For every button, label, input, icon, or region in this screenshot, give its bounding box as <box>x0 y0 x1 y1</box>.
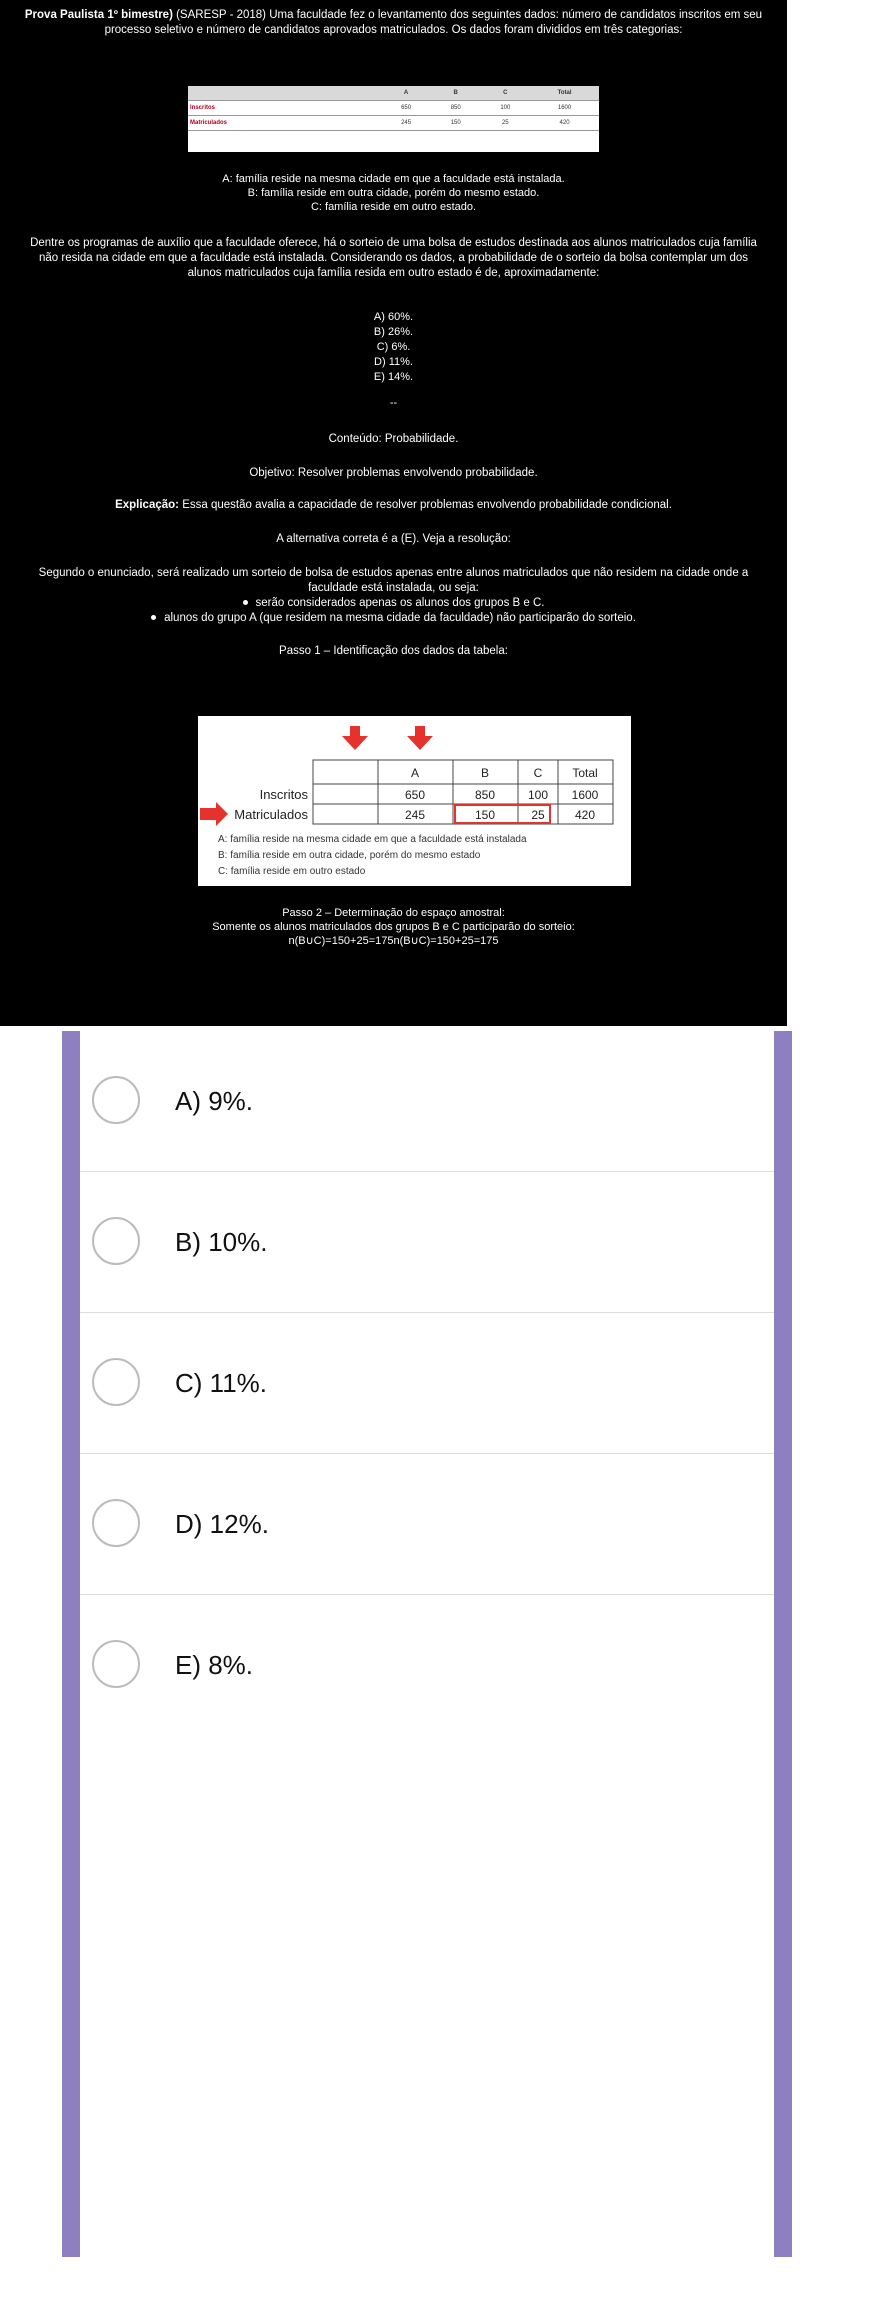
table-header: Total <box>572 766 598 780</box>
answer-label: D) 12%. <box>175 1509 269 1539</box>
table-cell: 1600 <box>571 788 599 802</box>
answer-options <box>62 1031 792 2257</box>
legend-b: B: família reside em outra cidade, porém do mesmo estado <box>218 850 481 861</box>
table-header: C <box>533 766 543 780</box>
legend-a: A: família reside na mesma cidade em que a faculdade está instalada. <box>222 173 565 185</box>
table-header: B <box>480 766 490 780</box>
q1-option-d: D) 11%. <box>374 356 413 368</box>
question1-body: Dentre os programas de auxílio que a faculdade oferece, há o sorteio de uma bolsa de estudos destinada aos alunos matriculados cuja família não resida na cidade em que a faculdade está instalada. Considerando os dados, a probabilidade de o sorteio da bolsa contemplar um dos alunos matriculados cuja família resida em outro estado é de, aproximadamente: <box>30 237 757 279</box>
row-label: Matriculados <box>188 116 381 131</box>
table-cell: 650 <box>381 101 431 116</box>
bullet-icon <box>151 615 156 620</box>
radio-button[interactable] <box>92 1499 140 1547</box>
answer-label: C) 11%. <box>175 1368 267 1398</box>
bullet-item: alunos do grupo A (que residem na mesma cidade da faculdade) não participarão do sorteio. <box>24 611 763 626</box>
table-cell: 850 <box>431 101 481 116</box>
bullet-icon <box>243 600 248 605</box>
table-cell: 1600 <box>530 101 599 116</box>
answer-label: A) 9%. <box>175 1086 254 1116</box>
bullet-item: serão considerados apenas os alunos dos grupos B e C. <box>24 596 763 611</box>
table-cell: 25 <box>531 808 545 822</box>
table-header: B <box>431 86 481 101</box>
row-label: Matriculados <box>234 807 308 822</box>
step2-title: Passo 2 – Determinação do espaço amostral: <box>282 907 505 919</box>
legend-b: B: família reside em outra cidade, porém do mesmo estado. <box>247 187 540 199</box>
question-panel <box>0 0 787 1026</box>
table-header: A <box>410 766 420 780</box>
legend-c: C: família reside em outro estado <box>218 866 366 877</box>
step1-title: Passo 1 – Identificação dos dados da tabela: <box>279 645 508 657</box>
question1-header: Prova Paulista 1º bimestre) (SARESP - 2018) Uma faculdade fez o levantamento dos seguintes dados: número de candidatos inscritos em seu processo seletivo e número de candidatos aprovados matriculados. Os dados foram divididos em três categorias: <box>24 9 763 36</box>
explanation: Explicação: Essa questão avalia a capacidade de resolver problemas envolvendo probabilidade condicional. <box>115 499 672 511</box>
table-cell: 650 <box>404 788 426 802</box>
table-cell: 150 <box>431 116 481 131</box>
q1-option-b: B) 26%. <box>373 326 414 338</box>
answer-option-b[interactable] <box>80 1172 774 1313</box>
resolution-intro: Segundo o enunciado, será realizado um sorteio de bolsa de estudos apenas entre alunos matriculados que não residem na cidade onde a faculdade está instalada, ou seja: <box>38 567 749 594</box>
row-label: Inscritos <box>259 787 308 802</box>
answer-label: B) 10%. <box>175 1227 268 1257</box>
legend-c: C: família reside em outro estado. <box>310 201 477 213</box>
radio-button[interactable] <box>92 1358 140 1406</box>
step2-formula: n(B∪C)=150+25=175n(B∪C)=150+25=175 <box>288 935 499 947</box>
table-cell: 100 <box>481 101 531 116</box>
answer-option-e[interactable] <box>80 1595 774 1735</box>
radio-button[interactable] <box>92 1640 140 1688</box>
objective-label: Objetivo: Resolver problemas envolvendo probabilidade. <box>249 467 538 479</box>
correct-answer-note: A alternativa correta é a (E). Veja a resolução: <box>276 533 511 545</box>
row-label: Inscritos <box>188 101 381 116</box>
answer-option-d[interactable] <box>80 1454 774 1595</box>
arrow-down-icon <box>407 726 433 750</box>
table-header <box>188 86 381 101</box>
table-cell: 245 <box>404 808 426 822</box>
answer-option-a[interactable] <box>80 1031 774 1172</box>
resolution-table-image <box>198 716 631 886</box>
q1-option-c: C) 6%. <box>376 341 411 353</box>
answer-option-c[interactable] <box>80 1313 774 1454</box>
table-cell: 420 <box>530 116 599 131</box>
radio-button[interactable] <box>92 1076 140 1124</box>
arrow-right-icon <box>200 802 228 826</box>
radio-button[interactable] <box>92 1217 140 1265</box>
content-label: Conteúdo: Probabilidade. <box>328 433 459 445</box>
table-header: Total <box>530 86 599 101</box>
legend-a: A: família reside na mesma cidade em que a faculdade está instalada <box>218 834 527 845</box>
table-cell: 850 <box>474 788 496 802</box>
separator: -- <box>389 397 398 409</box>
q1-option-e: E) 14%. <box>373 371 414 383</box>
table-cell: 25 <box>481 116 531 131</box>
table-cell: 100 <box>527 788 549 802</box>
table-cell: 420 <box>574 808 596 822</box>
table-header: A <box>381 86 431 101</box>
q1-option-a: A) 60%. <box>373 311 414 323</box>
table-header: C <box>481 86 531 101</box>
question1-table <box>188 86 599 152</box>
arrow-down-icon <box>342 726 368 750</box>
answer-label: E) 8%. <box>175 1650 254 1680</box>
table-cell: 150 <box>474 808 496 822</box>
table-cell: 245 <box>381 116 431 131</box>
step2-text: Somente os alunos matriculados dos grupos B e C participarão do sorteio: <box>212 921 575 933</box>
